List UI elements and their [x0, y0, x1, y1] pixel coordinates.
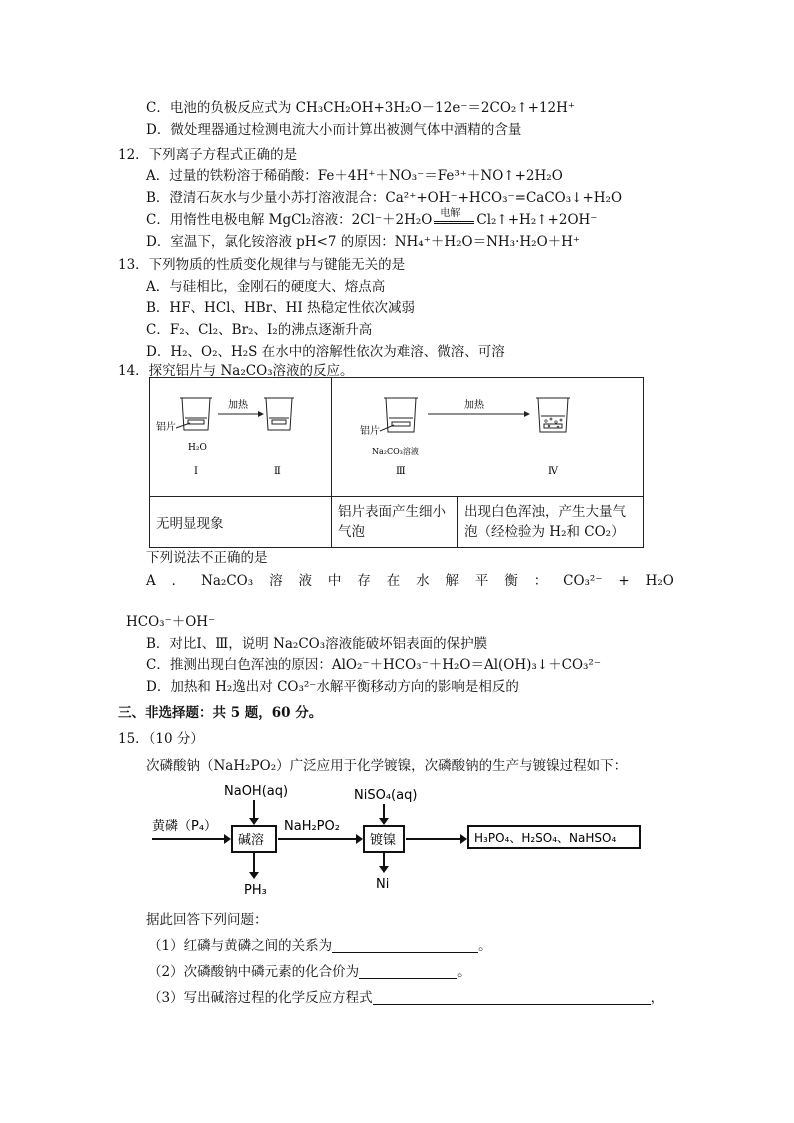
- a-token: CO₃²⁻: [563, 573, 603, 589]
- q13-option-c: C．F₂、Cl₂、Br₂、I₂的沸点逐渐升高: [146, 322, 373, 338]
- observation-2: 铝片表面产生细小气泡: [332, 497, 458, 548]
- a-token: 中: [327, 573, 342, 589]
- arrow-head-icon: [524, 411, 530, 417]
- q13-option-a: A．与硅相比，金刚石的硬度大、熔点高: [146, 279, 386, 295]
- a-token: 平: [474, 573, 489, 589]
- q12-option-d: D．室温下，氯化铵溶液 pH<7 的原因：NH₄⁺＋H₂O＝NH₃·H₂O＋H⁺: [146, 234, 581, 250]
- q13-stem: 13．下列物质的性质变化规律与与键能无关的是: [118, 257, 406, 273]
- beaker-figure-iii-iv: [332, 378, 642, 496]
- q11-option-c: C．电池的负极反应式为 CH₃CH₂OH+3H₂O－12e⁻＝2CO₂↑+12H⁺: [146, 100, 576, 116]
- beaker-ii: [264, 398, 294, 430]
- sub-3-end: ，: [650, 990, 665, 1006]
- experiment-table: [149, 377, 644, 548]
- q12-c-right: Cl₂↑+H₂↑+2OH⁻: [476, 212, 598, 228]
- q13-option-b: B．HF、HCl、HBr、HI 热稳定性依次减弱: [146, 300, 416, 316]
- a-token: 存: [357, 573, 371, 589]
- q15-sub-3: [148, 988, 664, 1008]
- q15-answer-prompt: 据此回答下列问题：: [146, 912, 268, 928]
- al-label-i: 铝片: [156, 422, 176, 433]
- flow-arrows: [152, 800, 467, 879]
- flow-ni: Ni: [376, 877, 390, 892]
- sub-2-text: （2）次磷酸钠中磷元素的化合价为: [148, 964, 360, 980]
- beaker-iv: [536, 398, 570, 432]
- a-token: 溶: [269, 573, 283, 589]
- a-token: H₂O: [645, 573, 674, 589]
- a-token: Na₂CO₃: [201, 573, 254, 589]
- box-plating-label: 镀镍: [370, 833, 397, 848]
- q12-option-b: B．澄清石灰水与少量小苏打溶液混合：Ca²⁺+OH⁻+HCO₃⁻=CaCO₃↓+H₂O: [146, 190, 623, 206]
- q14-option-b: B．对比Ⅰ、Ⅲ，说明 Na₂CO₃溶液能破坏铝表面的保护膜: [146, 636, 488, 652]
- sub-1-end: 。: [478, 938, 492, 954]
- a-token: A: [146, 573, 156, 589]
- a-token: 水: [416, 573, 430, 589]
- q15-intro: 次磷酸钠（NaH₂PO₂）广泛应用于化学镀镍，次磷酸钠的生产与镀镍过程如下：: [146, 758, 628, 774]
- electrolysis-label: 电解: [440, 208, 461, 219]
- q15-stem: 15．（10 分）: [118, 731, 204, 747]
- q14-option-c: C．推测出现白色浑浊的原因：AlO₂⁻＋HCO₃⁻＋H₂O＝Al(OH)₃↓＋CO₃²⁻: [146, 657, 601, 673]
- box-alkali: [232, 826, 276, 852]
- al-pointer-2: [380, 425, 394, 431]
- solution-label: Na₂CO₃溶液: [372, 447, 419, 456]
- electrolysis-arrow: [432, 210, 476, 230]
- q14-stem: 14．探究铝片与 Na₂CO₃溶液的反应。: [118, 363, 354, 379]
- flow-nah2po2: NaH₂PO₂: [284, 819, 340, 834]
- q14-ask: 下列说法不正确的是: [146, 550, 268, 566]
- al-label-iii: 铝片: [360, 426, 380, 437]
- q12-stem: 12．下列离子方程式正确的是: [118, 147, 298, 163]
- sub-1-text: （1）红磷与黄磷之间的关系为: [148, 938, 333, 954]
- label-iii: Ⅲ: [396, 466, 406, 477]
- q14-option-a: [146, 571, 674, 591]
- q12-option-a: A．过量的铁粉溶于稀硝酸：Fe＋4H⁺＋NO₃⁻＝Fe³⁺＋NO↑+2H₂O: [146, 168, 563, 184]
- a-token: 液: [298, 573, 312, 589]
- flow-naoh: NaOH(aq): [224, 784, 289, 799]
- section-3-heading: 三、非选择题：共 5 题，60 分。: [118, 705, 323, 721]
- a-token: 在: [386, 573, 401, 589]
- sub-3-text: （3）写出碱溶过程的化学反应方程式: [148, 990, 373, 1006]
- beaker-figure-i-ii: [150, 378, 330, 496]
- box-products-label: H₃PO₄、H₂SO₄、NaHSO₄: [474, 831, 617, 845]
- q14-option-d: D．加热和 H₂逸出对 CO₃²⁻水解平衡移动方向的影响是相反的: [146, 679, 519, 695]
- al-pointer: [176, 423, 190, 428]
- figure-cell-1-2: [150, 378, 332, 497]
- observation-3: 出现白色浑浊，产生大量气泡（经检验为 H₂和 CO₂）: [458, 497, 644, 548]
- label-i: Ⅰ: [194, 466, 198, 477]
- answer-blank-3[interactable]: [373, 990, 651, 1005]
- q12-c-left: C．用惰性电极电解 MgCl₂溶液：2Cl⁻＋2H₂O: [146, 212, 433, 228]
- a-token: ：: [533, 573, 548, 589]
- flow-niso4: NiSO₄(aq): [354, 788, 418, 803]
- a-token: ．: [171, 573, 186, 589]
- a-token: +: [618, 573, 630, 589]
- box-alkali-label: 碱溶: [238, 833, 265, 848]
- arrow-head-icon: [258, 411, 264, 417]
- water-label: H₂O: [188, 443, 207, 453]
- flow-ph3: PH₃: [244, 883, 267, 898]
- box-products: [468, 826, 640, 848]
- sub-2-end: 。: [457, 964, 471, 980]
- heat-label-2: 加热: [464, 400, 484, 411]
- bubbles: [545, 418, 562, 428]
- box-plating: [364, 826, 404, 852]
- q14-option-a-cont: HCO₃⁻＋OH⁻: [126, 614, 216, 630]
- answer-blank-2[interactable]: [359, 964, 457, 979]
- answer-blank-1[interactable]: [332, 938, 478, 953]
- q12-option-c: [146, 210, 597, 230]
- figure-cell-3-4: [332, 378, 644, 497]
- a-token: 解: [445, 573, 459, 589]
- observation-1: 无明显现象: [150, 497, 332, 548]
- q13-option-d: D．H₂、O₂、H₂S 在水中的溶解性依次为难溶、微溶、可溶: [146, 344, 505, 360]
- label-ii: Ⅱ: [274, 466, 281, 477]
- heat-label: 加热: [228, 400, 248, 411]
- a-token: 衡: [504, 573, 518, 589]
- flow-p4: 黄磷（P₄）: [152, 819, 218, 834]
- label-iv: Ⅳ: [548, 466, 558, 477]
- q11-option-d: D．微处理器通过检测电流大小而计算出被测气体中酒精的含量: [146, 122, 522, 138]
- q15-sub-2: [148, 962, 471, 982]
- q15-sub-1: [148, 936, 492, 956]
